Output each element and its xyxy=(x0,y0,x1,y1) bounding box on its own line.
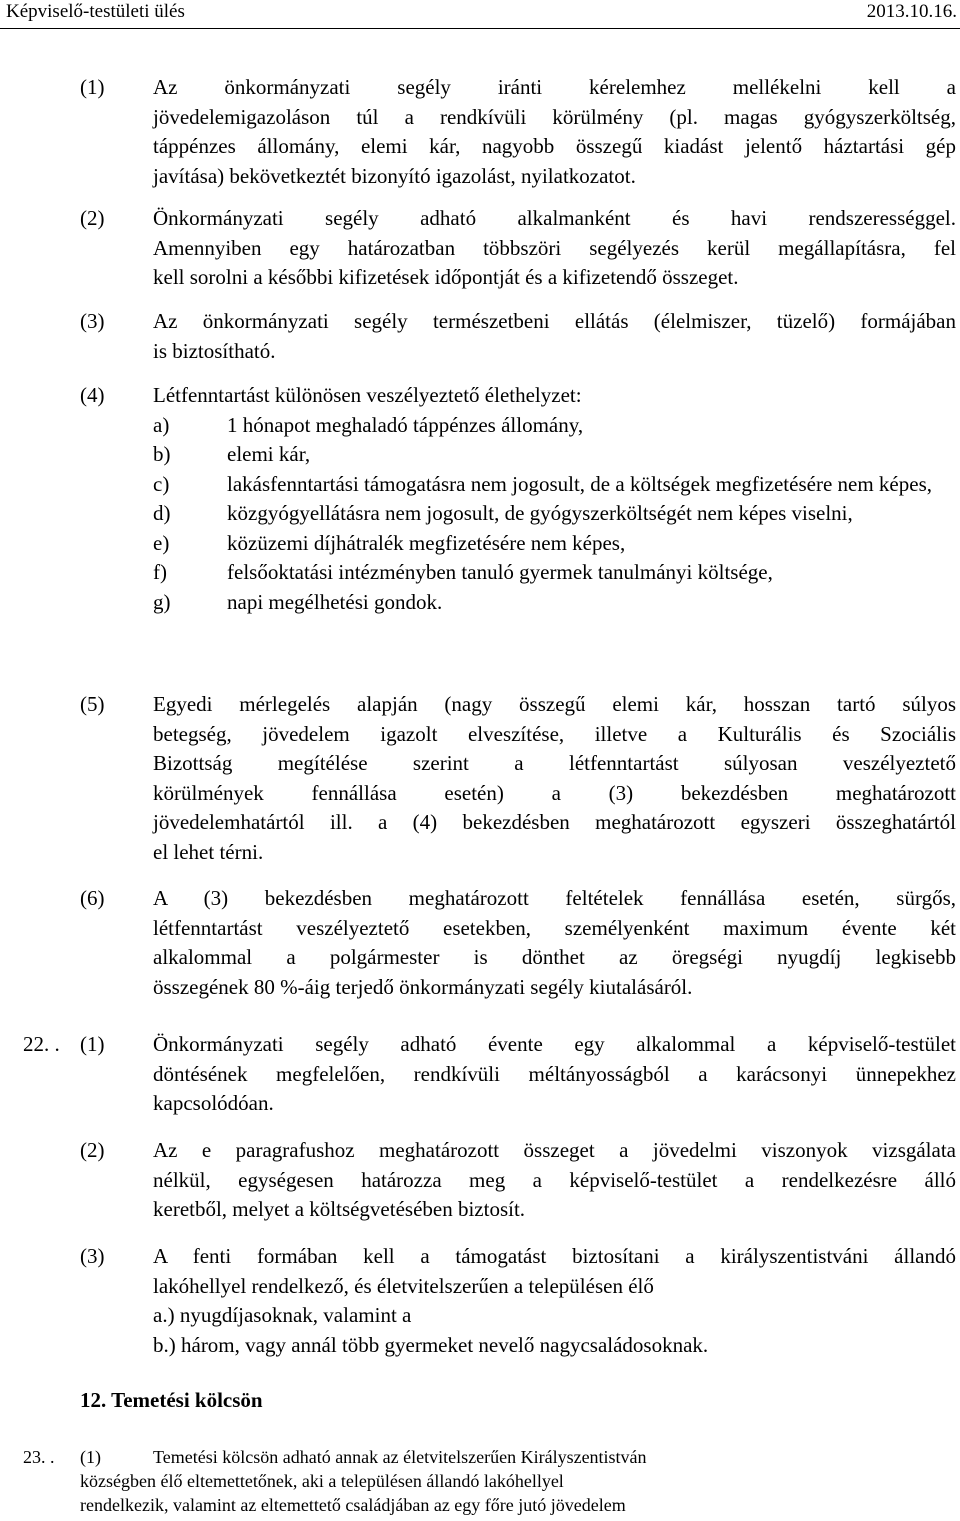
page-header xyxy=(0,0,960,29)
list-text: felsőoktatási intézményben tanuló gyermek tanulmányi költsége, xyxy=(227,560,773,584)
list-text: közgyógyellátásra nem jogosult, de gyógyszerköltségét nem képes viselni, xyxy=(227,501,853,525)
list-label: c) xyxy=(153,471,170,496)
paragraph-number: (3) xyxy=(80,1244,105,1268)
list-label: d) xyxy=(153,501,171,525)
paragraph-number: (2) xyxy=(80,206,105,230)
text-line: Bizottság megítélése szerint a létfenntartást súlyosan veszélyeztető xyxy=(153,751,956,775)
text-line: jövedelemhatártól ill. a (4) bekezdésben meghatározott egyszeri összeghatártól xyxy=(153,810,956,834)
paragraph-number: (5) xyxy=(80,692,105,716)
text-line: összegének 80 %-áig terjedő önkormányzati segély kiutalásáról. xyxy=(153,974,693,999)
text-line: döntésének megfelelően, rendkívüli méltányosságból a karácsonyi ünnepekhez xyxy=(153,1061,956,1086)
paragraph-text xyxy=(153,73,956,191)
section-heading: 12. Temetési kölcsön xyxy=(80,1388,263,1412)
list-label: f) xyxy=(153,560,167,584)
text-line: táppénzes állomány, elemi kár, nagyobb összegű kiadást jelentő háztartási gép xyxy=(153,134,956,158)
paragraph-list xyxy=(153,381,956,617)
list-intro: Létfenntartást különösen veszélyeztető élethelyzet: xyxy=(153,383,582,407)
text-line: javítása) bekövetkeztét bizonyító igazolást, nyilatkozatot. xyxy=(153,163,636,188)
text-line: kell sorolni a későbbi kifizetések időpontját és a kifizetendő összeget. xyxy=(153,265,739,289)
text-line: nélkül, egységesen határozza meg a képviselő-testület a rendelkezésre álló xyxy=(153,1167,956,1192)
list-item xyxy=(153,558,956,588)
paragraph-text xyxy=(153,204,956,293)
list-item xyxy=(153,470,956,500)
paragraph-text xyxy=(153,1030,956,1119)
list-item xyxy=(153,499,956,529)
list-text: lakásfenntartási támogatásra nem jogosult, de a költségek megfizetésére nem képes, xyxy=(227,471,932,496)
text-line: Az e paragrafushoz meghatározott összeget a jövedelmi viszonyok vizsgálata xyxy=(153,1138,956,1162)
list-item xyxy=(153,529,956,559)
paragraph-number: (6) xyxy=(80,886,105,910)
text-line: létfenntartást veszélyeztető esetekben, személyenként maximum évente két xyxy=(153,915,956,940)
text-line: kapcsolódóan. xyxy=(153,1091,274,1115)
list-item xyxy=(153,588,956,618)
text-line: Az önkormányzati segély iránti kérelemhez mellékelni kell a xyxy=(153,75,956,99)
section-number: 23. . xyxy=(23,1447,55,1467)
text-line: el lehet térni. xyxy=(153,839,264,864)
text-line: alkalommal a polgármester is dönthet az öregségi nyugdíj legkisebb xyxy=(153,945,956,969)
list-text: napi megélhetési gondok. xyxy=(227,589,443,614)
text-line: A (3) bekezdésben meghatározott feltételek fennállása esetén, sürgős, xyxy=(153,886,956,910)
list-label: b) xyxy=(153,442,171,466)
list-label: a) xyxy=(153,412,170,437)
paragraph-text xyxy=(153,1242,956,1360)
list-item: b.) három, vagy annál több gyermeket nevelő nagycsaládosoknak. xyxy=(153,1332,709,1357)
header-title: Képviselő-testületi ülés xyxy=(6,1,185,22)
list-item: a.) nyugdíjasoknak, valamint a xyxy=(153,1303,412,1327)
paragraph-number: (1) xyxy=(80,75,105,99)
paragraph-number: (1) xyxy=(80,1447,101,1467)
text-line: jövedelemigazoláson túl a rendkívüli körülmény (pl. magas gyógyszerköltség, xyxy=(153,104,956,129)
paragraph-number: (2) xyxy=(80,1138,105,1162)
list-text: közüzemi díjhátralék megfizetésére nem képes, xyxy=(227,530,626,555)
text-line: keretből, melyet a költségvetésében biztosít. xyxy=(153,1197,526,1221)
paragraph-text xyxy=(153,307,956,366)
text-line: betegség, jövedelem igazolt elveszítése, illetve a Kulturális és Szociális xyxy=(153,721,956,746)
header-date: 2013.10.16. xyxy=(866,1,957,22)
text-line: Temetési kölcsön adható annak az életvitelszerűen Királyszentistván xyxy=(153,1447,647,1467)
text-line: körülmények fennállása esetén) a (3) bekezdésben meghatározott xyxy=(153,780,956,805)
text-line: lakóhellyel rendelkező, és életvitelszerűen a településen élő xyxy=(153,1273,654,1298)
text-line: Egyedi mérlegelés alapján (nagy összegű elemi kár, hosszan tartó súlyos xyxy=(153,692,956,716)
list-text: 1 hónapot meghaladó táppénzes állomány, xyxy=(227,412,584,437)
text-line: Önkormányzati segély adható évente egy alkalommal a képviselő-testület xyxy=(153,1032,956,1056)
text-line: Önkormányzati segély adható alkalmanként és havi rendszerességgel. xyxy=(153,206,956,230)
section-number: 22. . xyxy=(23,1032,60,1056)
text-line: Amennyiben egy határozatban többszöri segélyezés kerül megállapításra, fel xyxy=(153,235,956,260)
text-line: is biztosítható. xyxy=(153,338,276,363)
paragraph-number: (1) xyxy=(80,1032,105,1056)
list-text: elemi kár, xyxy=(227,442,311,466)
list-label: e) xyxy=(153,530,170,555)
text-line: rendelkezik, valamint az eltemettető családjában az egy főre jutó jövedelem xyxy=(80,1495,626,1515)
list-label: g) xyxy=(153,589,171,614)
list-item xyxy=(153,411,956,441)
text-line: A fenti formában kell a támogatást biztosítani a királyszentistváni állandó xyxy=(153,1244,956,1268)
text-line: községben élő eltemettetőnek, aki a településen állandó lakóhellyel xyxy=(80,1471,564,1491)
paragraph-text xyxy=(153,884,956,1002)
paragraph-number: (3) xyxy=(80,309,105,333)
paragraph-text xyxy=(153,1136,956,1225)
list-item xyxy=(153,440,956,470)
text-line: Az önkormányzati segély természetbeni ellátás (élelmiszer, tüzelő) formájában xyxy=(153,309,956,333)
paragraph-text xyxy=(153,690,956,867)
paragraph-number: (4) xyxy=(80,383,105,407)
